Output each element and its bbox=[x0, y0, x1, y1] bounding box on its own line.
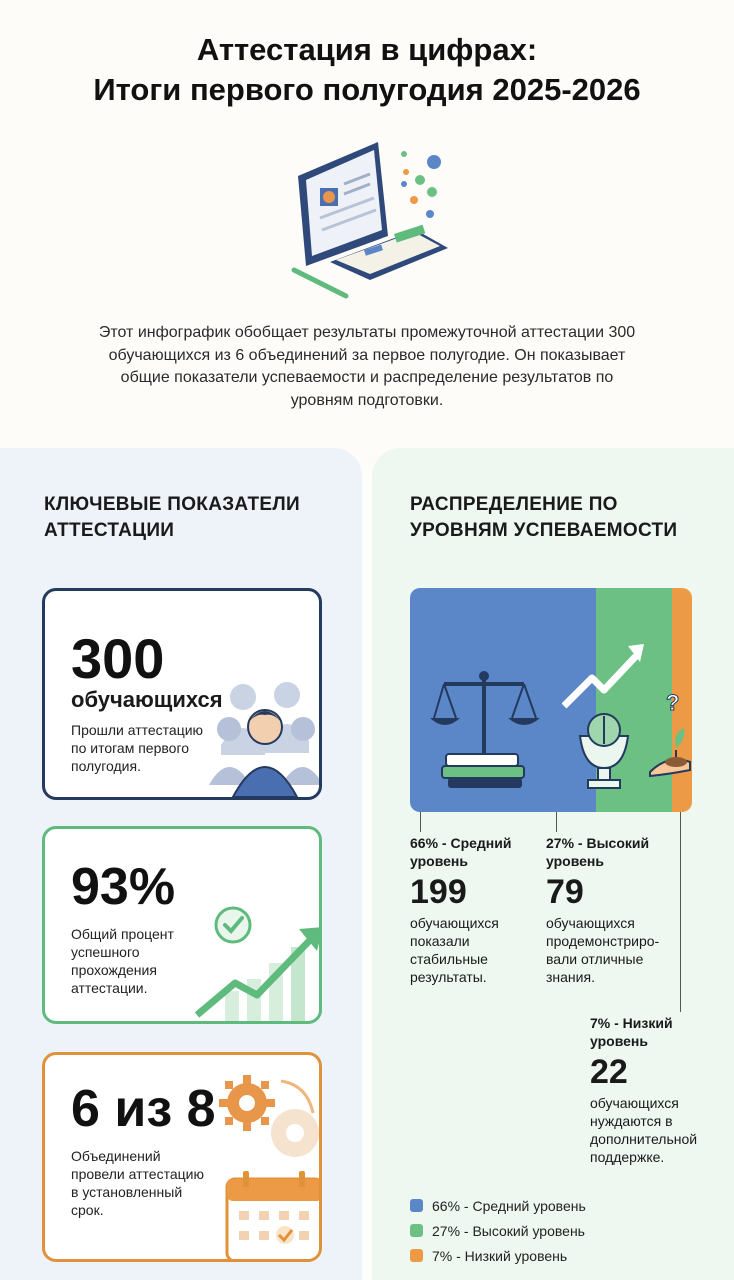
title-line-2: Итоги первого полугодия 2025-2026 bbox=[93, 72, 641, 107]
title-line-1: Аттестация в цифрах: bbox=[196, 32, 538, 67]
associations-desc: Объединений провели аттестацию в установленный срок. bbox=[71, 1148, 204, 1218]
leader-line-mid bbox=[420, 812, 421, 832]
stat-mid-count: 199 bbox=[410, 873, 467, 911]
chart-legend bbox=[410, 1193, 586, 1268]
stat-high-count: 79 bbox=[546, 873, 584, 911]
legend-item-high: 27% - Высокий уровень bbox=[410, 1218, 586, 1243]
question-plant-icon bbox=[646, 688, 692, 778]
stat-mid: 66% - Средний уровень 199 обучающихся показали стабильные результаты. bbox=[410, 835, 512, 985]
associations-card bbox=[42, 1052, 322, 1262]
distribution-bar-chart bbox=[410, 588, 692, 812]
success-rate-value: 93% bbox=[71, 858, 176, 916]
associations-value: 6 из 8 bbox=[71, 1080, 216, 1138]
legend-swatch-high bbox=[410, 1224, 423, 1237]
svg-text:?: ? bbox=[666, 690, 680, 715]
key-indicators-title: КЛЮЧЕВЫЕ ПОКАЗАТЕЛИ АТТЕСТАЦИИ bbox=[44, 494, 300, 541]
legend-item-mid: 66% - Средний уровень bbox=[410, 1193, 586, 1218]
stat-low-count: 22 bbox=[590, 1053, 628, 1091]
success-rate-card bbox=[42, 826, 322, 1024]
students-value: 300 bbox=[71, 627, 165, 690]
students-icon bbox=[207, 675, 322, 797]
leader-line-low bbox=[680, 812, 681, 1012]
legend-swatch-mid bbox=[410, 1199, 423, 1212]
gear-calendar-icon bbox=[203, 1067, 322, 1262]
legend-swatch-low bbox=[410, 1249, 423, 1262]
students-desc: Прошли аттестацию по итогам первого полугодия. bbox=[71, 722, 204, 774]
students-card bbox=[42, 588, 322, 800]
growth-chart-icon bbox=[195, 903, 322, 1021]
tablet-report-icon bbox=[270, 138, 470, 308]
header-section bbox=[0, 0, 734, 470]
trophy-brain-icon bbox=[562, 640, 646, 790]
distribution-title: РАСПРЕДЕЛЕНИЕ ПО УРОВНЯМ УСПЕВАЕМОСТИ bbox=[410, 494, 678, 541]
success-rate-desc: Общий процент успешного прохождения аттестации. bbox=[71, 926, 174, 996]
page-title bbox=[0, 30, 734, 110]
students-unit: обучающихся bbox=[71, 687, 223, 712]
stat-high: 27% - Высокий уровень 79 обучающихся продемонстриро- вали отличные знания. bbox=[546, 835, 660, 985]
stat-low: 7% - Низкий уровень 22 обучающихся нуждаются в дополнительной поддержке. bbox=[590, 1015, 698, 1165]
leader-line-high bbox=[556, 812, 557, 832]
intro-text: Этот инфографик обобщает результаты промежуточной аттестации 300 обучающихся из 6 объединений за первое полугодие. Он показывает общие показатели успеваемости и распределение результатов по уровням подготовки. bbox=[98, 324, 636, 409]
scales-books-icon bbox=[430, 668, 540, 788]
legend-item-low: 7% - Низкий уровень bbox=[410, 1243, 586, 1268]
